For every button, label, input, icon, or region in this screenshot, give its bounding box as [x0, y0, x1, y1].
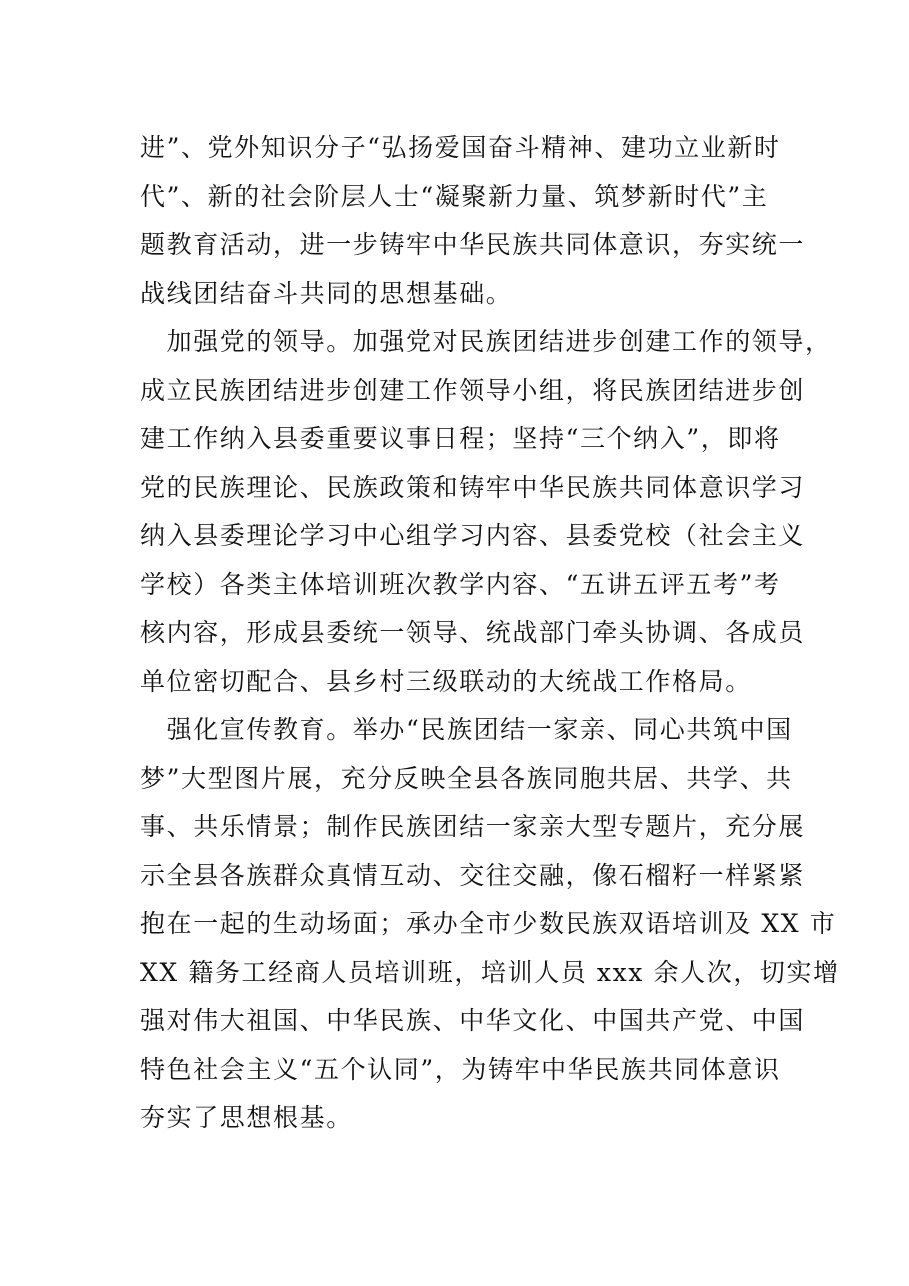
text-line: 进”、党外知识分子“弘扬爱国奋斗精神、建功立业新时	[140, 133, 781, 162]
text-line: 事、共乐情景；制作民族团结一家亲大型专题片，充分展	[140, 812, 806, 841]
paragraph-publicity-education	[140, 706, 840, 1143]
text-line: 示全县各族群众真情互动、交往交融，像石榴籽一样紧紧	[140, 860, 806, 890]
text-line: 抱在一起的生动场面；承办全市少数民族双语培训及 XX 市	[140, 909, 837, 938]
text-line: 党的民族理论、民族政策和铸牢中华民族共同体意识学习	[140, 472, 806, 502]
text-line: 核内容，形成县委统一领导、统战部门牵头协调、各成员	[140, 618, 806, 647]
text-line: 加强党的领导。加强党对民族团结进步创建工作的领导，	[140, 327, 832, 356]
text-line: 梦”大型图片展，充分反映全县各族同胞共居、共学、共	[140, 763, 793, 793]
paragraph-party-leadership	[140, 318, 832, 706]
text-line: 单位密切配合、县乡村三级联动的大统战工作格局。	[140, 666, 752, 696]
text-line: 战线团结奋斗共同的思想基础。	[140, 278, 513, 308]
text-line: 题教育活动，进一步铸牢中华民族共同体意识，夯实统一	[140, 230, 806, 259]
text-line: 建工作纳入县委重要议事日程；坚持“三个纳入”，即将	[140, 424, 781, 453]
text-line: 纳入县委理论学习中心组学习内容、县委党校（社会主义	[140, 521, 806, 550]
text-line: 代”、新的社会阶层人士“凝聚新力量、筑梦新时代”主	[140, 181, 769, 211]
body-text	[140, 124, 840, 1143]
text-line: XX 籍务工经商人员培训班，培训人员 xxx 余人次，切实增	[140, 957, 840, 987]
text-line: 强化宣传教育。举办“民族团结一家亲、同心共筑中国	[140, 715, 793, 744]
text-line: 成立民族团结进步创建工作领导小组，将民族团结进步创	[140, 375, 806, 405]
text-line: 夯实了思想根基。	[140, 1103, 353, 1132]
paragraph-continuation	[140, 124, 806, 318]
text-line: 强对伟大祖国、中华民族、中华文化、中国共产党、中国	[140, 1006, 806, 1035]
text-line: 特色社会主义“五个认同”，为铸牢中华民族共同体意识	[140, 1054, 781, 1084]
text-line: 学校）各类主体培训班次教学内容、“五讲五评五考”考	[140, 569, 781, 599]
